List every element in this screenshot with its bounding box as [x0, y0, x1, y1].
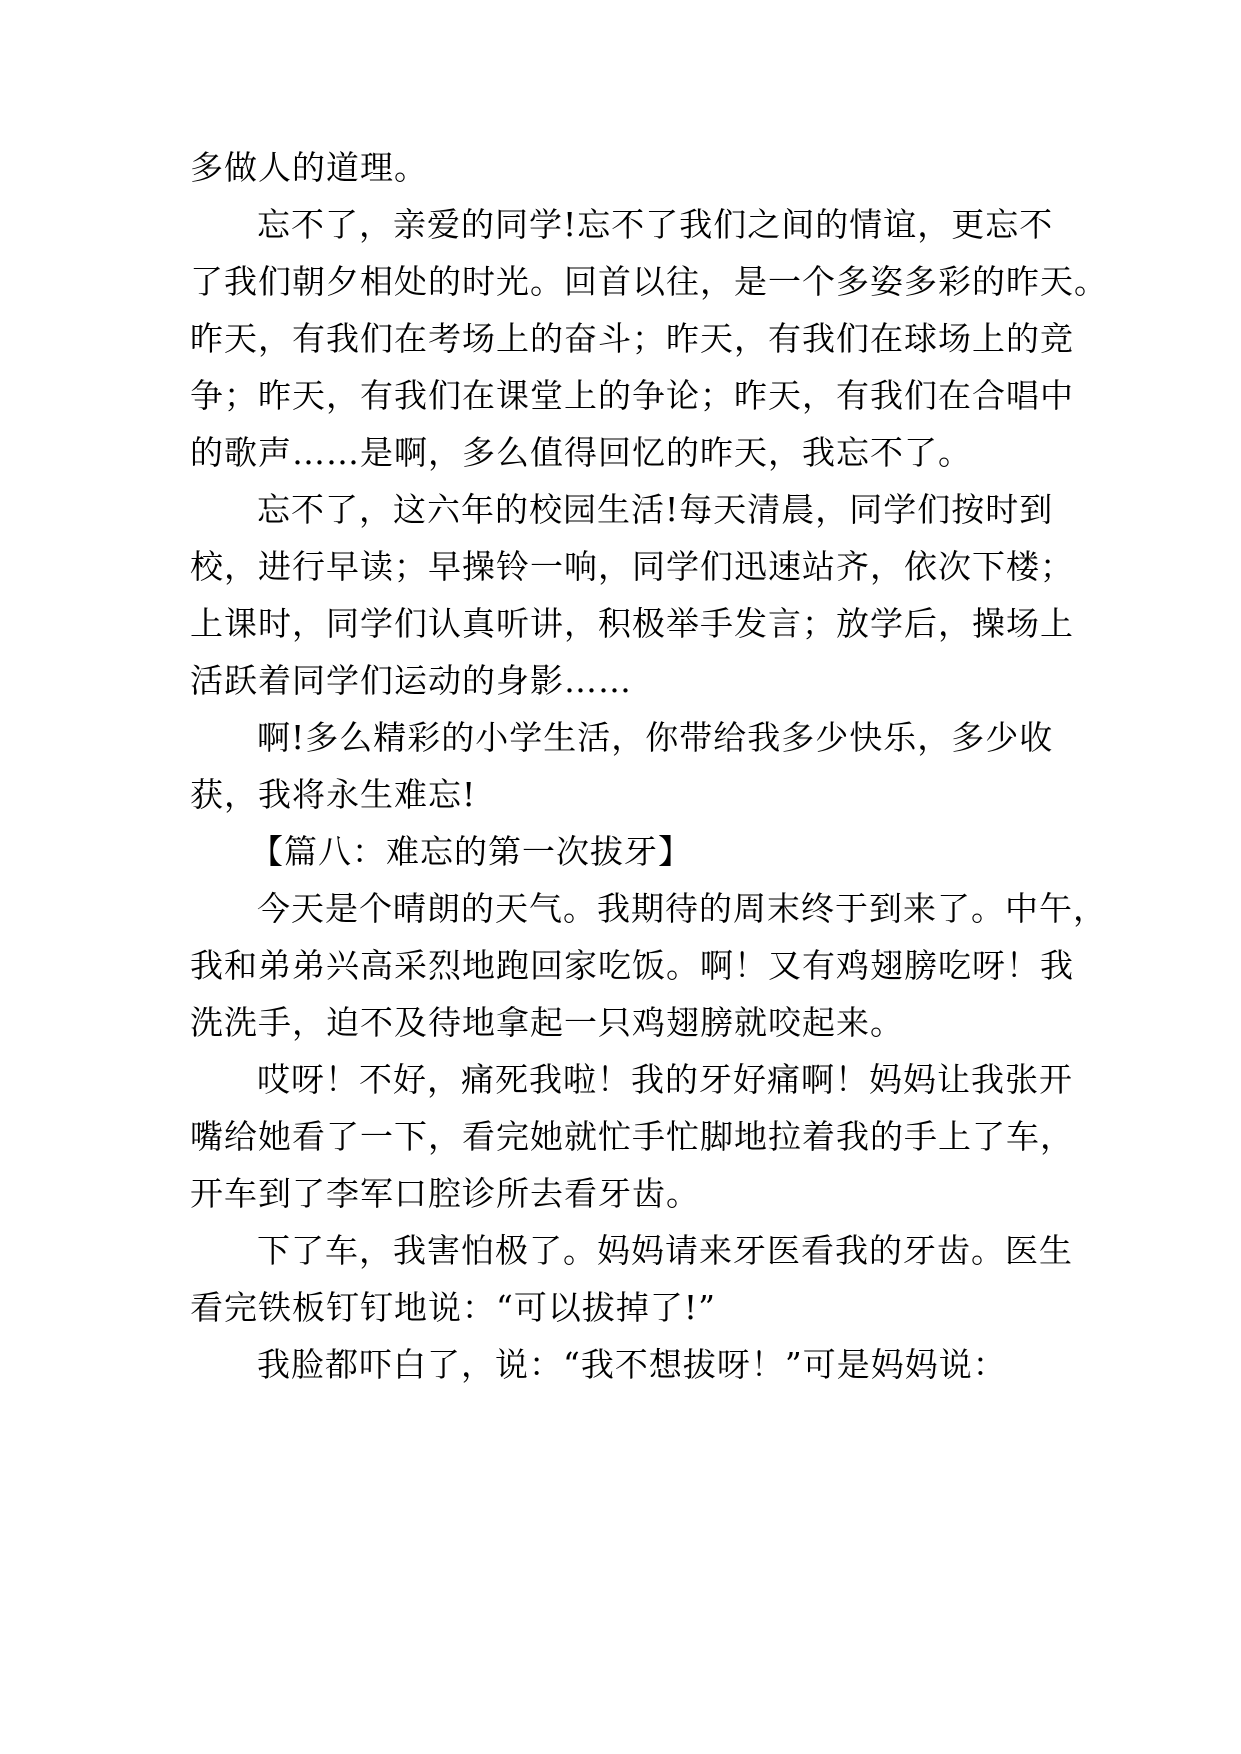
text-line: 看完铁板钉钉地说：“可以拔掉了!” [190, 1288, 717, 1327]
text-line: 今天是个晴朗的天气。我期待的周末终于到来了。中午， [257, 889, 1107, 928]
text-line: 我和弟弟兴高采烈地跑回家吃饭。啊！又有鸡翅膀吃呀！我 [190, 946, 1074, 985]
text-line: 上课时，同学们认真听讲，积极举手发言；放学后，操场上 [190, 604, 1074, 643]
text-line: 嘴给她看了一下，看完她就忙手忙脚地拉着我的手上了车， [190, 1117, 1074, 1156]
text-line: 洗洗手，迫不及待地拿起一只鸡翅膀就咬起来。 [190, 1003, 904, 1042]
text-line: 多做人的道理。 [190, 148, 428, 187]
text-line: 啊!多么精彩的小学生活，你带给我多少快乐，多少收 [257, 718, 1054, 757]
text-line: 忘不了，亲爱的同学!忘不了我们之间的情谊，更忘不 [257, 205, 1054, 244]
section-heading: 【篇八：难忘的第一次拔牙】 [250, 832, 692, 871]
text-line: 获，我将永生难忘! [190, 775, 477, 814]
text-line: 校，进行早读；早操铃一响，同学们迅速站齐，依次下楼； [190, 547, 1074, 586]
text-line: 我脸都吓白了，说：“我不想拔呀！”可是妈妈说： [257, 1345, 1007, 1384]
text-line: 活跃着同学们运动的身影…… [190, 661, 632, 700]
text-line: 的歌声……是啊，多么值得回忆的昨天，我忘不了。 [190, 433, 972, 472]
text-line: 哎呀！不好，痛死我啦！我的牙好痛啊！妈妈让我张开 [257, 1060, 1073, 1099]
text-line: 下了车，我害怕极了。妈妈请来牙医看我的牙齿。医生 [257, 1231, 1073, 1270]
text-line: 了我们朝夕相处的时光。回首以往，是一个多姿多彩的昨天。 [190, 262, 1108, 301]
text-line: 昨天，有我们在考场上的奋斗；昨天，有我们在球场上的竞 [190, 319, 1074, 358]
text-line: 忘不了，这六年的校园生活!每天清晨，同学们按时到 [257, 490, 1054, 529]
text-line: 开车到了李军口腔诊所去看牙齿。 [190, 1174, 700, 1213]
text-line: 争；昨天，有我们在课堂上的争论；昨天，有我们在合唱中 [190, 376, 1074, 415]
